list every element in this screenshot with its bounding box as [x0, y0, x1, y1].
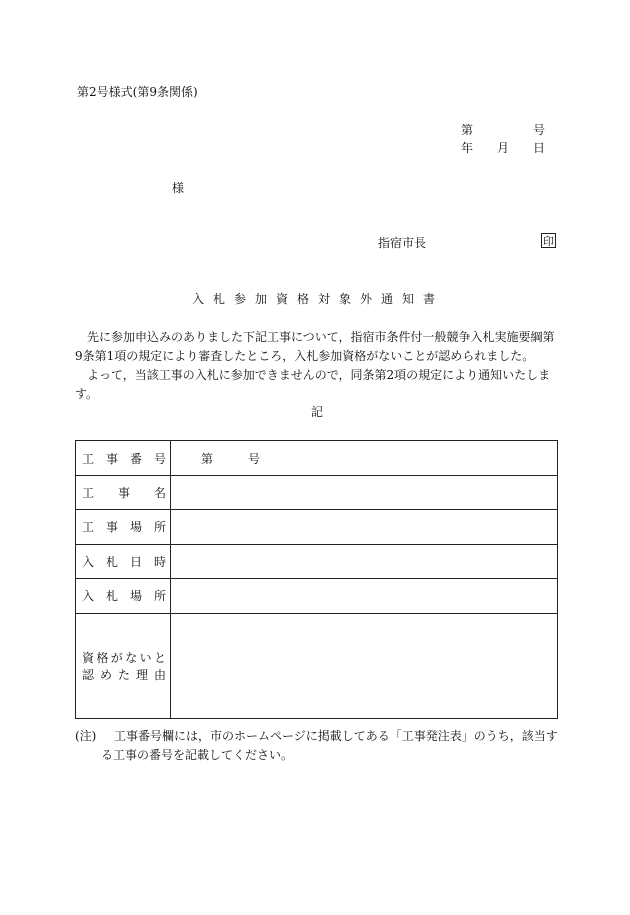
- table-row-divider: [75, 578, 558, 579]
- note-line-1: 工事番号欄には，市のホームページに掲載してある「工事発注表」のうち，該当す: [114, 729, 558, 743]
- seal-mark: 印: [543, 235, 554, 248]
- row-label-project-number: 工事番号: [82, 452, 166, 466]
- project-number-suffix: 号: [248, 452, 261, 466]
- date-year: 年: [461, 141, 474, 155]
- row-label-bid-datetime: 入札日時: [82, 555, 166, 569]
- document-title: 入札参加資格対象外通知書: [192, 292, 445, 306]
- note-line-2: る工事の番号を記載してください。: [101, 748, 294, 762]
- row-label-project-location: 工事場所: [82, 520, 166, 534]
- table-row-divider: [75, 475, 558, 476]
- row-label-reason-line1: 資格がないと: [82, 651, 166, 665]
- row-label-project-name: 工事名: [82, 486, 166, 500]
- table-row-divider: [75, 613, 558, 614]
- project-number-prefix: 第: [201, 452, 214, 466]
- number-suffix: 号: [533, 123, 546, 137]
- form-id: 第2号様式(第9条関係): [77, 85, 198, 99]
- date-day: 日: [533, 141, 546, 155]
- issuer-name: 指宿市長: [378, 236, 427, 250]
- addressee-suffix: 様: [172, 181, 185, 195]
- ki-heading: 記: [311, 405, 324, 419]
- table-row-divider: [75, 544, 558, 545]
- body-paragraph-2: よって，当該工事の入札に参加できませんので，同条第2項の規定により通知いたします。: [75, 368, 551, 401]
- table-column-divider: [170, 440, 171, 719]
- note-marker: (注): [75, 729, 97, 743]
- row-label-bid-location: 入札場所: [82, 589, 166, 603]
- row-label-reason-line2: 認めた理由: [82, 668, 166, 682]
- body-paragraph-1: 先に参加申込みのありました下記工事について，指宿市条件付一般競争入札実施要綱第9条第1項の規定により審査したところ，入札参加資格がないことが認められました。: [75, 330, 555, 363]
- date-month: 月: [497, 141, 510, 155]
- table-row-divider: [75, 509, 558, 510]
- number-prefix: 第: [461, 123, 474, 137]
